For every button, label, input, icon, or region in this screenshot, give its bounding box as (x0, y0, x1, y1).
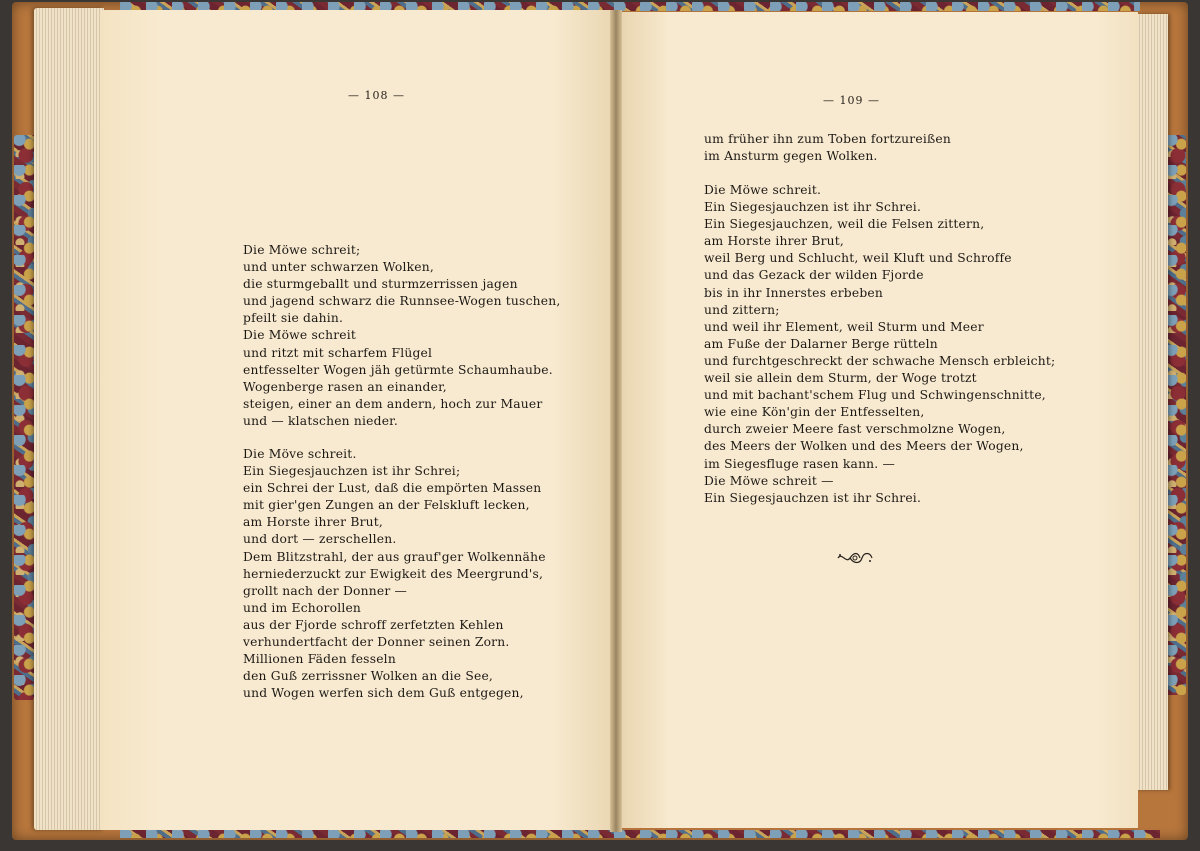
verse-line: bis in ihr Innerstes erbeben (704, 285, 883, 300)
verse-line: und im Echorollen (243, 600, 362, 615)
marbled-endpaper-left (14, 135, 36, 700)
page-number-left: — 108 — (348, 89, 405, 102)
marbled-endpaper-right (1166, 135, 1186, 695)
verse-line: und ritzt mit scharfem Flügel (243, 345, 433, 360)
verse-line: mit gier'gen Zungen an der Felskluft lecken, (243, 498, 530, 513)
verse-line: im Ansturm gegen Wolken. (704, 149, 878, 164)
verse-line: pfeilt sie dahin. (243, 311, 344, 326)
verse-line: und weil ihr Element, weil Sturm und Meer (704, 319, 984, 334)
verse-line: und — klatschen nieder. (243, 413, 399, 428)
verse-line: am Fuße der Dalarner Berge rütteln (704, 336, 938, 351)
verse-line: Die Möwe schreit. (704, 183, 822, 197)
verse-line: und furchtgeschreckt der schwache Mensch erbleicht; (704, 353, 1056, 368)
verse-line: im Siegesfluge rasen kann. — (704, 456, 896, 471)
verse-line: wie eine Kön'gin der Entfesselten, (704, 405, 925, 420)
verse-line: am Horste ihrer Brut, (243, 515, 384, 530)
verse-line: durch zweier Meere fast verschmolzne Wogen, (704, 422, 1006, 437)
left-stanza-2 (243, 446, 546, 702)
marbled-edge-bottom (120, 830, 1160, 838)
page-edges-left (34, 8, 104, 830)
verse-line: und dort — zerschellen. (243, 532, 397, 547)
verse-line: herniederzuckt zur Ewigkeit des Meergrund's, (243, 566, 544, 581)
verse-line: Die Möwe schreit; (243, 243, 361, 257)
verse-line: steigen, einer an dem andern, hoch zur Mauer (243, 396, 543, 411)
verse-line: um früher ihn zum Toben fortzureißen (704, 132, 951, 146)
verse-line: die sturmgeballt und sturmzerrissen jagen (243, 277, 518, 292)
verse-line: verhundertfacht der Donner seinen Zorn. (243, 635, 510, 650)
floral-tailpiece-icon (836, 551, 874, 565)
verse-line: Ein Siegesjauchzen ist ihr Schrei. (704, 200, 922, 215)
book-gutter (610, 10, 622, 832)
verse-line: Wogenberge rasen an einander, (243, 379, 447, 394)
verse-line: und jagend schwarz die Runnsee-Wogen tuschen, (243, 294, 561, 309)
page-number-right: — 109 — (823, 94, 880, 107)
verse-line: weil sie allein dem Sturm, der Woge trotzt (704, 371, 977, 386)
verse-line: und zittern; (704, 302, 780, 317)
verse-line: Ein Siegesjauchzen ist ihr Schrei; (243, 464, 461, 479)
verse-line: grollt nach der Donner — (243, 583, 408, 598)
verse-line: Ein Siegesjauchzen, weil die Felsen zittern, (704, 217, 985, 232)
verse-line: und mit bachant'schem Flug und Schwingenschnitte, (704, 388, 1046, 403)
right-stanza-2 (704, 182, 1055, 507)
verse-line: Ein Siegesjauchzen ist ihr Schrei. (704, 490, 922, 505)
verse-line: Die Möve schreit. (243, 447, 357, 461)
verse-line: entfesselter Wogen jäh getürmte Schaumhaube. (243, 362, 553, 377)
verse-line: weil Berg und Schlucht, weil Kluft und Schroffe (704, 251, 1012, 266)
left-stanza-1 (243, 242, 560, 430)
verse-line: ein Schrei der Lust, daß die empörten Massen (243, 481, 542, 496)
verse-line: Dem Blitzstrahl, der aus grauf'ger Wolkennähe (243, 549, 546, 564)
verse-line: Die Möwe schreit — (704, 473, 834, 488)
page-edges-right (1136, 14, 1168, 790)
verse-line: Die Möwe schreit (243, 328, 357, 343)
verse-line: den Guß zerrissner Wolken an die See, (243, 669, 494, 684)
verse-line: aus der Fjorde schroff zerfetzten Kehlen (243, 617, 504, 632)
verse-line: des Meers der Wolken und des Meers der Wogen, (704, 439, 1024, 454)
verse-line: und das Gezack der wilden Fjorde (704, 268, 924, 283)
right-stanza-1 (704, 131, 951, 165)
verse-line: Millionen Fäden fesseln (243, 652, 396, 667)
verse-line: und Wogen werfen sich dem Guß entgegen, (243, 686, 524, 701)
verse-line: und unter schwarzen Wolken, (243, 260, 434, 275)
verse-line: am Horste ihrer Brut, (704, 234, 845, 249)
